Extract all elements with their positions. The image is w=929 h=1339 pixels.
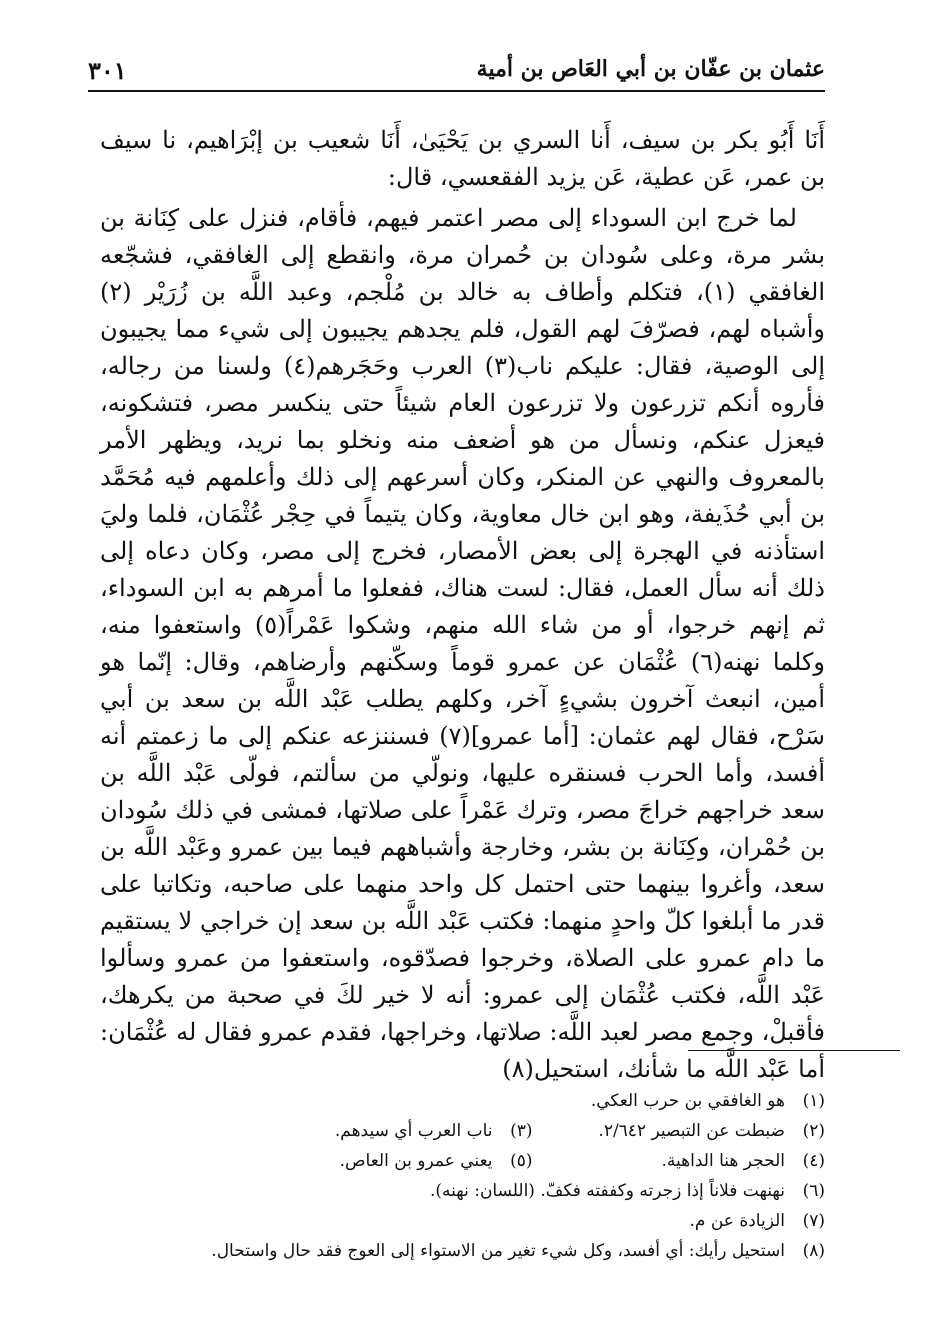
footnote-text: استحيل رأيك: أي أفسد، وكل شيء تغير من الاستواء إلى العوج فقد حال واستحال. (211, 1241, 785, 1261)
footnote-text: ضبطت عن التبصير ٢/٦٤٢. (598, 1121, 785, 1141)
footnote-7 (525, 1206, 825, 1236)
footnote-text: ناب العرب أي سيدهم. (334, 1121, 493, 1141)
footnote-row (240, 1206, 825, 1236)
footnote-row (240, 1176, 825, 1206)
footnote-4 (533, 1146, 826, 1176)
header-title: عثمان بن عفّان بن أبي العَاص بن أمية (476, 56, 825, 82)
footnote-number: (٦) (802, 1181, 825, 1201)
footnote-row (240, 1116, 825, 1146)
footnote-number: (٤) (802, 1151, 825, 1171)
footnote-6 (429, 1176, 825, 1206)
footnote-text: الحجر هنا الداهية. (661, 1151, 785, 1171)
narrative-paragraph: لما خرج ابن السوداء إلى مصر اعتمر فيهم، فأقام، فنزل على كِنَانة بن بشر مرة، وعلى سُودان بن حُمران مرة، وانقطع إلى الغافقي، فشجّعه الغافقي (١)، فتكلم وأطاف به خالد بن مُلْجم، وعبد اللَّه بن زُرَيْر (٢) وأشباه لهم، فصرّفَ لهم القول، فلم يجدهم يجيبون إلى شيء مما يجيبون إلى الوصية، فقال: عليكم ناب(٣) العرب وحَجَرهم(٤) ولسنا من رجاله، فأروه أنكم تزرعون ولا تزرعون العام شيئاً حتى ينكسر مصر، فتشكونه، فيعزل عنكم، ونسأل من هو أضعف منه ونخلو بما نريد، ويظهر الأمر بالمعروف والنهي عن المنكر، وكان أسرعهم إلى ذلك وأعلمهم فيه مُحَمَّد بن أبي حُذَيفة، وهو ابن خال معاوية، وكان يتيماً في حِجْر عُثْمَان، فلما وليَ استأذنه في الهجرة إلى بعض الأمصار، فخرج إلى مصر، وكان دعاه إلى ذلك أنه سأل العمل، فقال: لست هناك، ففعلوا ما أمرهم به ابن السوداء، ثم إنهم خرجوا، أو من شاء الله منهم، وشكوا عَمْراً(٥) واستعفوا منه، وكلما نهنه(٦) عُثْمَان عن عمرو قوماً وسكّنهم وأرضاهم، وقال: إنّما هو أمين، انبعث آخرون بشيءٍ آخر، وكلهم يطلب عَبْد اللَّه بن سعد بن أبي سَرْح، فقال لهم عثمان: [أما عمرو](٧) فسننزعه عنكم إلى ما زعمتم أنه أفسد، وأما الحرب فسنقره عليها، ونولّي من سألتم، فولّى عَبْد اللَّه بن سعد خراجهم خراجَ مصر، وترك عَمْراً على صلاتها، فمشى في ذلك سُودان بن حُمْران، وكِنَانة بن بشر، وخارجة وأشباههم فيما بين عمرو وعَبْد اللَّه بن سعد، وأغروا بينهما حتى احتمل كل واحد منهما على صاحبه، وتكاتبا على قدر ما أبلغوا كلّ واحدٍ منهما: فكتب عَبْد اللَّه بن سعد إن خراجي لا يستقيم ما دام عمرو على الصلاة، وخرجوا فصدّقوه، واستعفوا من عمرو وسألوا عَبْد اللَّه، فكتب عُثْمَان إلى عمرو: أنه لا خير لكَ في صحبة من يكرهك، فأقبلْ، وجمع مصر لعبد اللَّه: صلاتها، وخراجها، فقدم عمرو فقال له عُثْمَان: أما عَبْد اللَّه ما شأنك، استحيل(٨) (100, 204, 826, 1083)
footnote-5 (240, 1146, 533, 1176)
footnote-text: نهنهت فلاناً إذا زجرته وكففته فكفّ. (اللسان: نهنه). (429, 1181, 785, 1201)
footnote-text: يعني عمرو بن العاص. (339, 1151, 493, 1171)
footnote-8 (211, 1236, 825, 1266)
footnote-3 (240, 1116, 533, 1146)
footnote-1 (525, 1086, 825, 1116)
footnote-number: (٥) (510, 1151, 533, 1171)
footnote-number: (٧) (802, 1211, 825, 1231)
running-header (88, 56, 825, 92)
footnote-divider (688, 1050, 900, 1051)
footnote-row (240, 1146, 825, 1176)
footnote-number: (٣) (510, 1121, 533, 1141)
footnote-row (211, 1236, 825, 1266)
footnote-text: هو الغافقي بن حرب العكي. (590, 1091, 785, 1111)
footnote-2 (533, 1116, 826, 1146)
footnotes (211, 1086, 825, 1266)
footnote-number: (٨) (802, 1241, 825, 1261)
footnote-text: الزيادة عن م. (689, 1211, 785, 1231)
isnad-paragraph: أَنَا أَبُو بكر بن سيف، أَنا السري بن يَحْيَىٰ، أَنَا شعيب بن إبْرَاهيم، نا سيف بن عمر، عَن عطية، عَن يزيد الفقعسي، قال: (100, 126, 825, 191)
main-text (100, 122, 825, 1088)
page-number: ٣٠١ (88, 56, 127, 85)
footnote-row (240, 1086, 825, 1116)
footnote-number: (١) (802, 1091, 825, 1111)
footnote-number: (٢) (802, 1121, 825, 1141)
